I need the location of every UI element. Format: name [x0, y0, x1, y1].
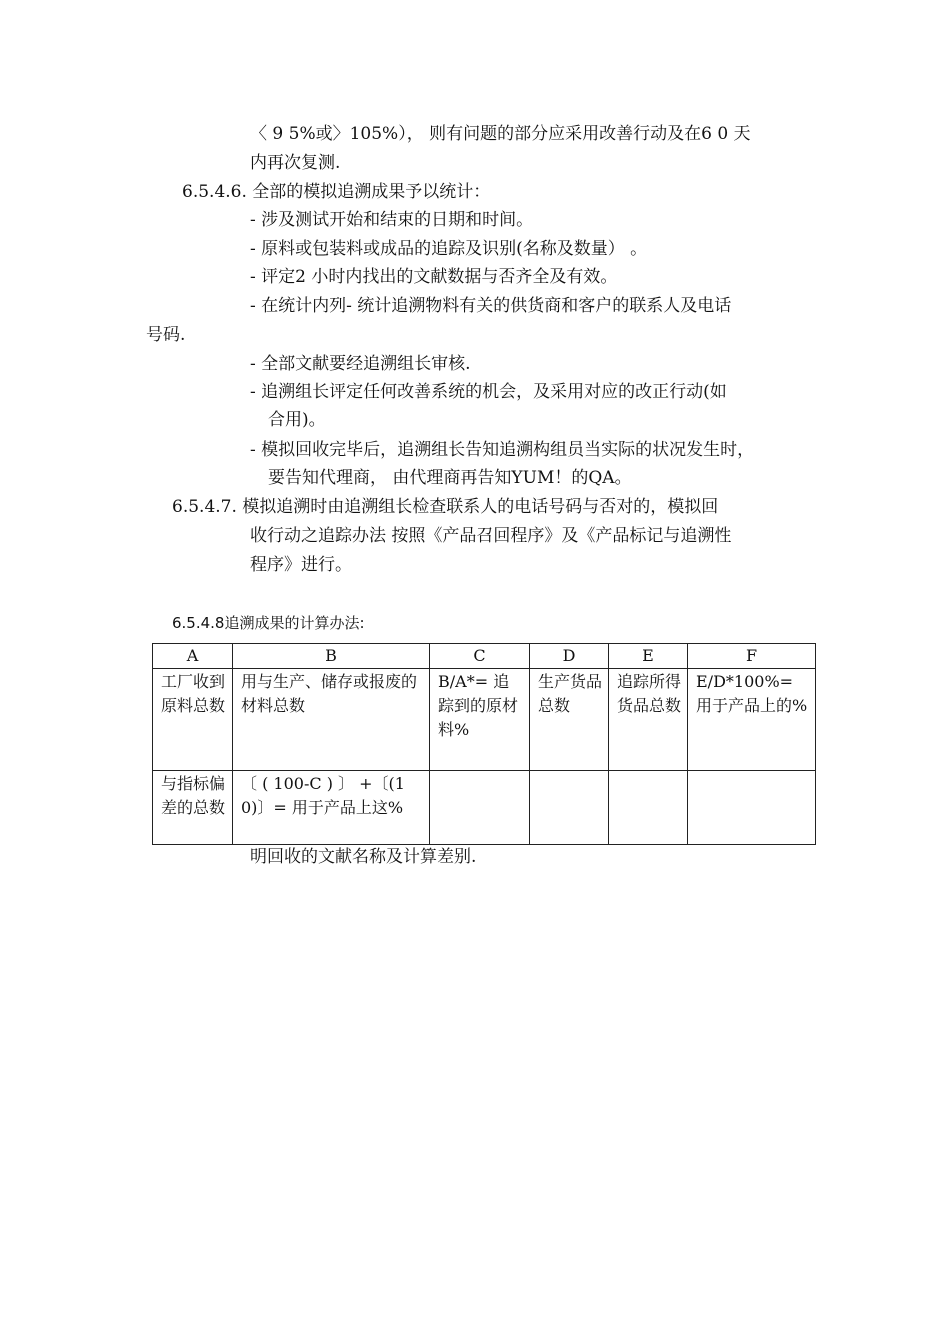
paragraph-line: 收行动之追踪办法 按照《产品召回程序》及《产品标记与追溯性 [250, 526, 732, 546]
table-cell: 用与生产、储存或报废的材料总数 [233, 669, 430, 771]
section-heading-6-5-4-7: 6.5.4.7. 模拟追溯时由追溯组长检查联系人的电话号码与否对的，模拟回 [172, 497, 719, 517]
table-cell [430, 771, 530, 845]
bullet-item: - 在统计内列- 统计追溯物料有关的供货商和客户的联系人及电话 [250, 296, 732, 316]
table-cell: 生产货品总数 [530, 669, 609, 771]
bullet-item: - 涉及测试开始和结束的日期和时间。 [250, 210, 534, 230]
table-header-cell: E [609, 644, 688, 669]
bullet-item-continuation: 要告知代理商， 由代理商再告知YUM！的QA。 [268, 468, 632, 488]
bullet-item: - 追溯组长评定任何改善系统的机会，及采用对应的改正行动(如 [250, 382, 727, 402]
table-header-row [153, 644, 816, 669]
bullet-item-continuation: 号码. [146, 325, 186, 345]
table-header-cell: D [530, 644, 609, 669]
calculation-table [152, 643, 816, 845]
table-header-cell: C [430, 644, 530, 669]
paragraph-line: 〈 9 5%或〉105%）， 则有问题的部分应采用改善行动及在6 0 天 [250, 124, 751, 144]
table-cell: 工厂收到原料总数 [153, 669, 233, 771]
table-cell [530, 771, 609, 845]
table-cell: 〔 ( 100-C ) 〕 +〔(10)〕= 用于产品上这% [233, 771, 430, 845]
table-row [153, 669, 816, 771]
table-header-cell: F [688, 644, 816, 669]
table-row [153, 771, 816, 845]
bullet-item: - 评定2 小时内找出的文献数据与否齐全及有效。 [250, 267, 618, 287]
bullet-item-continuation: 合用)。 [268, 410, 326, 430]
section-heading-6-5-4-6: 6.5.4.6. 全部的模拟追溯成果予以统计： [182, 182, 491, 202]
table-header-cell: B [233, 644, 430, 669]
bullet-item: - 模拟回收完毕后，追溯组长告知追溯构组员当实际的状况发生时， [250, 440, 755, 460]
table-cell [609, 771, 688, 845]
paragraph-line: 内再次复测. [250, 153, 341, 173]
table-cell: 与指标偏差的总数 [153, 771, 233, 845]
paragraph-line: 程序》进行。 [250, 555, 352, 575]
bullet-item: - 原料或包装料或成品的追踪及识别(名称及数量） 。 [250, 239, 648, 259]
paragraph-line: 明回收的文献名称及计算差别. [250, 847, 477, 867]
table-cell: 追踪所得货品总数 [609, 669, 688, 771]
table-cell: E/D*100%=用于产品上的% [688, 669, 816, 771]
table-title: 6.5.4.8追溯成果的计算办法: [172, 614, 365, 632]
bullet-item: - 全部文献要经追溯组长审核. [250, 354, 471, 374]
table-header-cell: A [153, 644, 233, 669]
table-cell: B/A*= 追踪到的原材料% [430, 669, 530, 771]
table-cell [688, 771, 816, 845]
